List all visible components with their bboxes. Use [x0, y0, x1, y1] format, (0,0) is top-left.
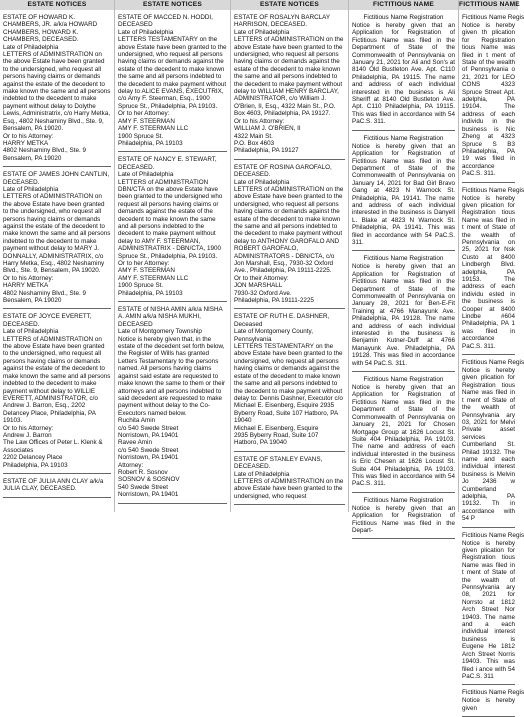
notice-text: Notice is hereby given that an Application for Registration of Fictitious Name was filed in the Department of State of the Commonwealth of Pennsylvania on January 14, 2021 for Bad Girl Bravo Gang at 4823 N Warnock St. Philadelphia, PA 19141. The name and address of each individual interested in the business is Danyell L. Blake at 4823 N Warnock St. Philadelphia, PA 19141. This was filed in accordance with 54 PaC.S. 311.	[352, 142, 455, 246]
column-2	[114, 0, 230, 512]
fictitious-name-notice	[462, 531, 524, 686]
estate-notice	[234, 313, 345, 451]
fictitious-name-notice	[352, 255, 455, 372]
notice-text: ESTATE OF JAMES JOHN CANTLIN, DECEASED. Late of Philadelphia LETTERS of ADMINISTRATION on the above Estate have been granted to the undersigned, who request all persons having claims or demands against the estate of the decedent to make known the same and all persons indebted to the decedent to make payment without delay to MARY J. DONNALLY, ADMINISTRATRIX, c/o Harry Metka, Esq., 4802 Neshaminy Blvd., Ste. 9, Bensalem, PA 19020. Or to his Attorney: HARRY METKA 4802 Neshaminy Blvd., Ste. 9 Bensalem, PA 19020	[3, 171, 111, 305]
notice-text: Notice is hereby given that an Application for Registration of Fictitious Name was filed in the Depart-	[352, 504, 455, 534]
notice-text: Notice is hereby given that an Application for Registration of Fictitious Name was filed in the Department of State of the Commonwealth of Pennsylvania on January 21, 2021 for Chosen Mortgage Group at 1626 Locust St. Suite 404 Philadelphia, PA 19103. The name and address of each individual interested in the business is Eric Chesen at 1626 Locust St. Suite 404 Philadelphia, PA 19103. This was filed in accordance with 54 PaC.S. 311.	[352, 384, 455, 488]
fictitious-name-notice	[352, 497, 455, 540]
estate-notice	[234, 14, 345, 160]
estate-notice	[3, 14, 111, 167]
notice-text: ESTATE OF NANCY E. STEWART, DECEASED. Late of Philadelphia LETTERS of ADMINISTRATION DBN/CTA on the above Estate have been granted to the undersigned who request all persons having claims or demands against the estate of the decedent to make known the same and all persons indebted to the decedent to make payment without delay to AMY F. STEERMAN, ADMINISTRATRIX - DBN/CTA, 1900 Spruce St., Philadelphia, PA 19103. Or to her Attorney: AMY F. STEERMAN AMY F. STEERMAN LLC 1900 Spruce St. Philadelphia, PA 19103	[118, 156, 223, 297]
section-header: FICTITIOUS NAME	[349, 0, 458, 10]
notice-text: Notice is hereby given that an Application for Registration of Fictitious Name was filed in the Department of State of the Commonwealth of Pennsylvania on January 21, 2021 for Ali and Son's at 8140 Old Bustleton Ave. Apt. C110 Philadelphia, PA 19115. The name and address of each individual interested in the business is Ali Sheriff at 8140 Old Bustleton Ave. Apt. C110 Philadelphia, PA 19115. This was filed in accordance with 54 PaC.S. 311.	[352, 22, 455, 126]
notice-title: Fictitious Name Regis	[462, 531, 524, 539]
estate-notice	[3, 171, 111, 309]
notice-text: ESTATE OF ROSINA GAROFALO, DECEASED. Late of Philadelphia LETTERS of ADMINISTRATION on the above Estate have been granted to the undersigned, who request all persons having claims or demands against the estate of the decedent to make known the same and all persons indebted to the decedent to make payment without delay to ANTHONY GAROFALO AND ROBERT GAROFALO, ADMINISTRATORS - DBN/CTA, c/o Jon Marshall, Esq., 7930-32 Oxford Ave., Philadelphia, PA 19111-2225. Or to their Attorney: JON MARSHALL 7930-32 Oxford Ave. Philadelphia, PA 19111-2225	[234, 163, 344, 305]
estate-notice	[234, 164, 345, 310]
fictitious-name-notice	[462, 14, 524, 183]
estate-notice	[118, 156, 227, 302]
notice-text: Notice is hereby given	[462, 697, 515, 712]
notice-title: Fictitious Name Regis	[462, 186, 524, 194]
notice-title: Fictitious Name Registration	[363, 14, 444, 21]
section-header: ESTATE NOTICES	[0, 0, 114, 10]
section-header: ESTATE NOTICES	[115, 0, 230, 10]
column-4	[348, 0, 458, 534]
estate-notice	[3, 478, 111, 498]
notice-title: Fictitious Name Registration	[363, 496, 444, 504]
column-1	[0, 0, 114, 512]
section-header: ESTATE NOTICES	[231, 0, 348, 10]
notice-text: ESTATE OF RUTH E. DASHNER, Deceased Late of Montgomery County, Pennsylvania LETTERS TESTAMENTARY on the above Estate have been granted to the undersigned, who request all persons having claims or demands against the estate of the decedent to make known the same and all persons indebted to the decedent to make payment without delay to: Dennis Dashner, Executor c/o Michael E. Eisenberg, Esquire 2935 Byberry Road, Suite 107 Hatboro, PA 19040 Michael E. Eisenberg, Esquire 2935 Byberry Road, Suite 107 Hatboro, PA 19040	[234, 313, 343, 447]
notice-text: Notice is hereby given that an Application for Registration of Fictitious Name was filed in the Department of State of the Commonwealth of Pennsylvania on January 28, 2021 for Ben-E-Fit Training at 4766 Manayunk Ave. Philadelphia, PA 19128. The name and address of each individual interested in the business is Benjamin Kutner-Duff at 4766 Manayunk Ave. Philadelphia, PA 19128. This was filed in accordance with 54 PaC.S. 311.	[352, 263, 455, 367]
notice-title: Fictitious Name Registration	[363, 134, 444, 142]
notice-text: Notice is hereby given th plication for Registration tious Name was filed in t ment of State of the wealth of Pennsylvania o 21, 2021 for LEO CONS 4323 Spruce Street Apt. adelphia, PA 19104. The address of each individu in the business is Nic Zheng at 4323 Spruce S B3 Philadelphia, PA 19 was filed in accordance PaC.S. 311.	[462, 22, 515, 178]
notice-text: ESTATE OF MACCED N. HODDI, DECEASED Late of Philadelphia LETTERS TESTAMENTARY on the above Estate have been granted to the undersigned, who request all persons having claims or demands against the estate of the decedent to make known the same and all persons indebted to the decedent to make payment without delay to ALICE EVANS, EXECUTRIX, c/o Amy F. Steerman, Esq., 1900 Spruce St., Philadelphia, PA 19103. Or to her Attorney: AMY F. STEERMAN AMY F. STEERMAN LLC 1900 Spruce St. Philadelphia, PA 19103	[118, 14, 227, 147]
notice-title: Fictitious Name Regis	[462, 689, 524, 697]
notice-title: Fictitious Name Regis	[462, 359, 524, 367]
fictitious-name-notice	[462, 689, 524, 717]
fictitious-name-notice	[352, 14, 455, 131]
section-header: FICTITIOUS NAME	[459, 1, 520, 8]
notice-text: ESTATE OF ROSALYN BARCLAY HARRISON, DECEASED. Late of Philadelphia LETTERS of ADMINISTRATION on the above Estate have been granted to the undersigned, who request all persons having claims or demands against the estate of the decedent to make known the same and all persons indebted to the decedent to make payment without delay to WILLIAM HENRY BARCLAY, ADMINISTRATOR, c/o William J. O'Brien, II, Esq., 4322 Main St., P.O. Box 4603, Philadelphia, PA 19127. Or to his Attorney: WILLIAM J. O'BRIEN, II 4322 Main St. P.O. Box 4603 Philadelphia, PA 19127	[234, 14, 344, 155]
column-3	[230, 0, 348, 512]
estate-notice	[3, 313, 111, 474]
fictitious-name-notice	[352, 376, 455, 493]
fictitious-name-notice	[462, 186, 524, 356]
notice-title: Fictitious Name Registration	[363, 376, 444, 384]
notice-text: ESTATE of NISHA AMIN a/k/a NISHA A. AMIN a/k/a NISHA MUKHI, DECEASED Late of Montgomery Township Notice is hereby given that, in the estate of the decedent set forth below, the Register of Wills has granted Letters Testamentary to the persons named. All persons having claims against said estate are requested to make known the same to them or their attorneys and all persons indebted to said decedent are requested to make payment without delay to the Co-Executors named below. Ruchita Amin c/o 540 Swede Street Norristown, PA 19401 Ravee Amin c/o 540 Swede Street Norristown, PA 19401 Attorney: Robert R. Sosnov SOSNOV & SOSNOV 540 Swede Street Norristown, PA 19401	[118, 306, 226, 499]
estate-notice	[234, 456, 345, 505]
notice-title: Fictitious Name Regis	[462, 14, 524, 21]
notice-text: ESTATE OF JOYCE EVERETT, DECEASED. Late of Philadelphia LETTERS of ADMINISTRATION on the above Estate have been granted to the undersigned, who request all persons having claims or demands against the estate of the decedent to make known the same and all persons indebted to the decedent to make payment without delay to WILLIE EVERETT, ADMINISTRATOR, c/o Andrew J. Barron, Esq., 2202 Delancey Place, Philadelphia, PA 19103. Or to his Attorney: Andrew J. Barron The Law Offices of Peter L. Klenk & Associates 2202 Delancey Place Philadelphia, PA 19103	[3, 313, 111, 469]
fictitious-name-notice	[462, 359, 524, 528]
fictitious-name-notice	[352, 135, 455, 252]
notice-text: Notice is hereby given plication for Registration tious Name was filed in t ment of State of the wealth of Pennsylvania on 25, 2021 for Nsk Custo at 8400 Lindbergh Blvd. adelphia, PA 19153. The address of each individu ested in the business is Cooper at 8400 Lindbe #604 Philadelphia, PA 1 was filed in accordance PaC.S. 311.	[462, 194, 515, 350]
notice-text: ESTATE OF JULIA ANN CLAY a/k/a JULIA CLAY, DECEASED.	[3, 477, 104, 493]
notice-text: Notice is hereby given plication for Registration tious Name was filed in t ment of State of the wealth of Pennsylvania ary 08, 2021 for Norrsto at 1812 Arch Street Nor 19403. The name and a each individual interest business is Eugene He 1812 Arch Street Norris 19403. This was filed i ance with 54 PaC.S. 311	[462, 539, 515, 680]
estate-notice	[118, 306, 227, 504]
notice-text: ESTATE OF STANLEY EVANS, DECEASED. Late of Philadelphia LETTERS of ADMINISTRATION on the above Estate have been granted to the undersigned, who request	[234, 455, 344, 500]
notice-text: ESTATE OF HOWARD K. CHAMBERS, JR. a/k/a HOWARD CHAMBERS, HOWARD K. CHAMBERS, DECEASED. Late of Philadelphia LETTERS of ADMINISTRATION on the above Estate have been granted to the undersigned, who request all persons having claims or demands against the estate of the decedent to make known the same and all persons indebted to the decedent to make payment without delay to Dolythe Lewis, Administratrix, c/o Harry Metka, Esq., 4802 Neshaminy Blvd., Ste. 9, Bensalem, PA 19020. Or to his Attorney: HARRY METKA 4802 Neshaminy Blvd., Ste. 9 Bensalem, PA 19020	[3, 14, 111, 162]
column-5	[458, 0, 524, 712]
estate-notice	[118, 14, 227, 152]
notice-text: Notice is hereby given plication for Registration tious Name was filed in t ment of State of the wealth of Pennsylvania ary 03, 2021 for Melvi Private asset services Cumberland St. Philad 19132. The name and each individual interest business is Melvin Jo 2436 w Cumberland adelphia, PA 19132. Th in accordance with 54 P	[462, 367, 515, 523]
notice-title: Fictitious Name Registration	[363, 255, 444, 263]
